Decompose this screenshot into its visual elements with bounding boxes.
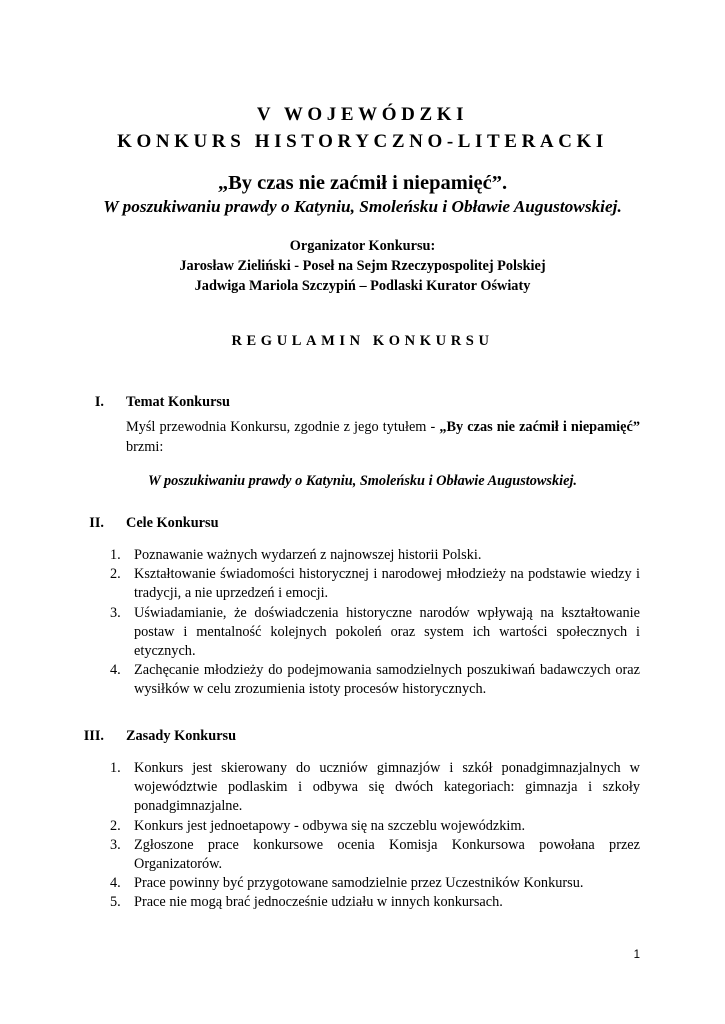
list-number: 5. xyxy=(110,894,121,911)
regulamin-title: REGULAMIN KONKURSU xyxy=(231,333,494,349)
paragraph-text: brzmi: xyxy=(126,438,164,455)
paragraph-text: Myśl przewodnia Konkursu, zgodnie z jego tytułem - xyxy=(126,419,440,435)
section-title: Cele Konkursu xyxy=(126,515,219,531)
list-number: 2. xyxy=(110,817,121,834)
section-paragraph xyxy=(126,418,640,457)
list-item-text: Prace nie mogą brać jednocześnie udziału w innych konkursach. xyxy=(134,894,503,911)
list-number: 3. xyxy=(110,604,121,621)
list-number: 1. xyxy=(110,760,121,776)
list-item xyxy=(106,546,640,565)
organizer-line: Jarosław Zieliński - Poseł na Sejm Rzeczypospolitej Polskiej xyxy=(179,258,546,274)
list-item-text: Konkurs jest jednoetapowy - odbywa się na szczeblu wojewódzkim. xyxy=(134,817,526,834)
list-item xyxy=(106,759,640,817)
list-item-text: Zachęcanie młodzieży do podejmowania samodzielnych poszukiwań badawczych oraz wysiłków w celu zrozumienia istoty procesów historycznych. xyxy=(134,662,640,698)
section-title: Temat Konkursu xyxy=(126,394,230,410)
paragraph-bold-text: „By czas nie zaćmił i niepamięć” xyxy=(439,419,640,435)
subtitle-italic: W poszukiwaniu prawdy o Katyniu, Smoleńsku i Obławie Augustowskiej. xyxy=(103,197,622,216)
organizers-label: Organizator Konkursu: xyxy=(289,238,436,254)
page-number: 1 xyxy=(633,949,640,961)
list-item xyxy=(106,817,640,836)
section-title: Zasady Konkursu xyxy=(126,728,237,744)
list-number: 1. xyxy=(110,547,121,563)
list-item xyxy=(106,604,640,662)
list-item xyxy=(106,565,640,603)
list-item-text: Zgłoszone prace konkursowe ocenia Komisja Konkursowa powołana przez Organizatorów. xyxy=(134,836,640,873)
list-item-text: Konkurs jest skierowany do uczniów gimnazjów i szkół ponadgimnazjalnych w województwie podlaskim i odbywa się dwóch kategoriach: gimnazja i szkoły ponadgimnazjalne. xyxy=(134,760,640,815)
list-item xyxy=(106,661,640,699)
list-number: 2. xyxy=(110,566,121,583)
title-line-1: V WOJEWÓDZKI xyxy=(256,104,469,125)
rules-list xyxy=(106,759,640,913)
list-item xyxy=(106,836,640,874)
list-item-text: Poznawanie ważnych wydarzeń z najnowszej historii Polski. xyxy=(134,547,482,563)
title-line-2: KONKURS HISTORYCZNO-LITERACKI xyxy=(117,131,608,152)
list-item-text: Uświadamianie, że doświadczenia historyczne narodów wpływają na kształtowanie postaw i mentalność kolejnych pokoleń oraz system ich wartości społecznych i etycznych. xyxy=(134,604,640,660)
section-number: I. xyxy=(94,394,104,410)
section-number: III. xyxy=(83,728,104,744)
section-number: II. xyxy=(89,515,104,531)
list-item-text: Prace powinny być przygotowane samodzielnie przez Uczestników Konkursu. xyxy=(134,875,584,892)
list-number: 3. xyxy=(110,836,121,853)
goals-list xyxy=(106,546,640,700)
list-item-text: Kształtowanie świadomości historycznej i narodowej młodzieży na podstawie wiedzy i tradycji, a nie uprzedzeń i emocji. xyxy=(134,566,640,602)
list-number: 4. xyxy=(110,875,121,892)
subtitle: „By czas nie zaćmił i niepamięć”. xyxy=(217,172,508,194)
list-item xyxy=(106,893,640,912)
list-number: 4. xyxy=(110,662,121,679)
section-quote: W poszukiwaniu prawdy o Katyniu, Smoleńsku i Obławie Augustowskiej. xyxy=(147,473,578,489)
list-item xyxy=(106,874,640,893)
organizer-line: Jadwiga Mariola Szczypiń – Podlaski Kurator Oświaty xyxy=(194,278,531,294)
